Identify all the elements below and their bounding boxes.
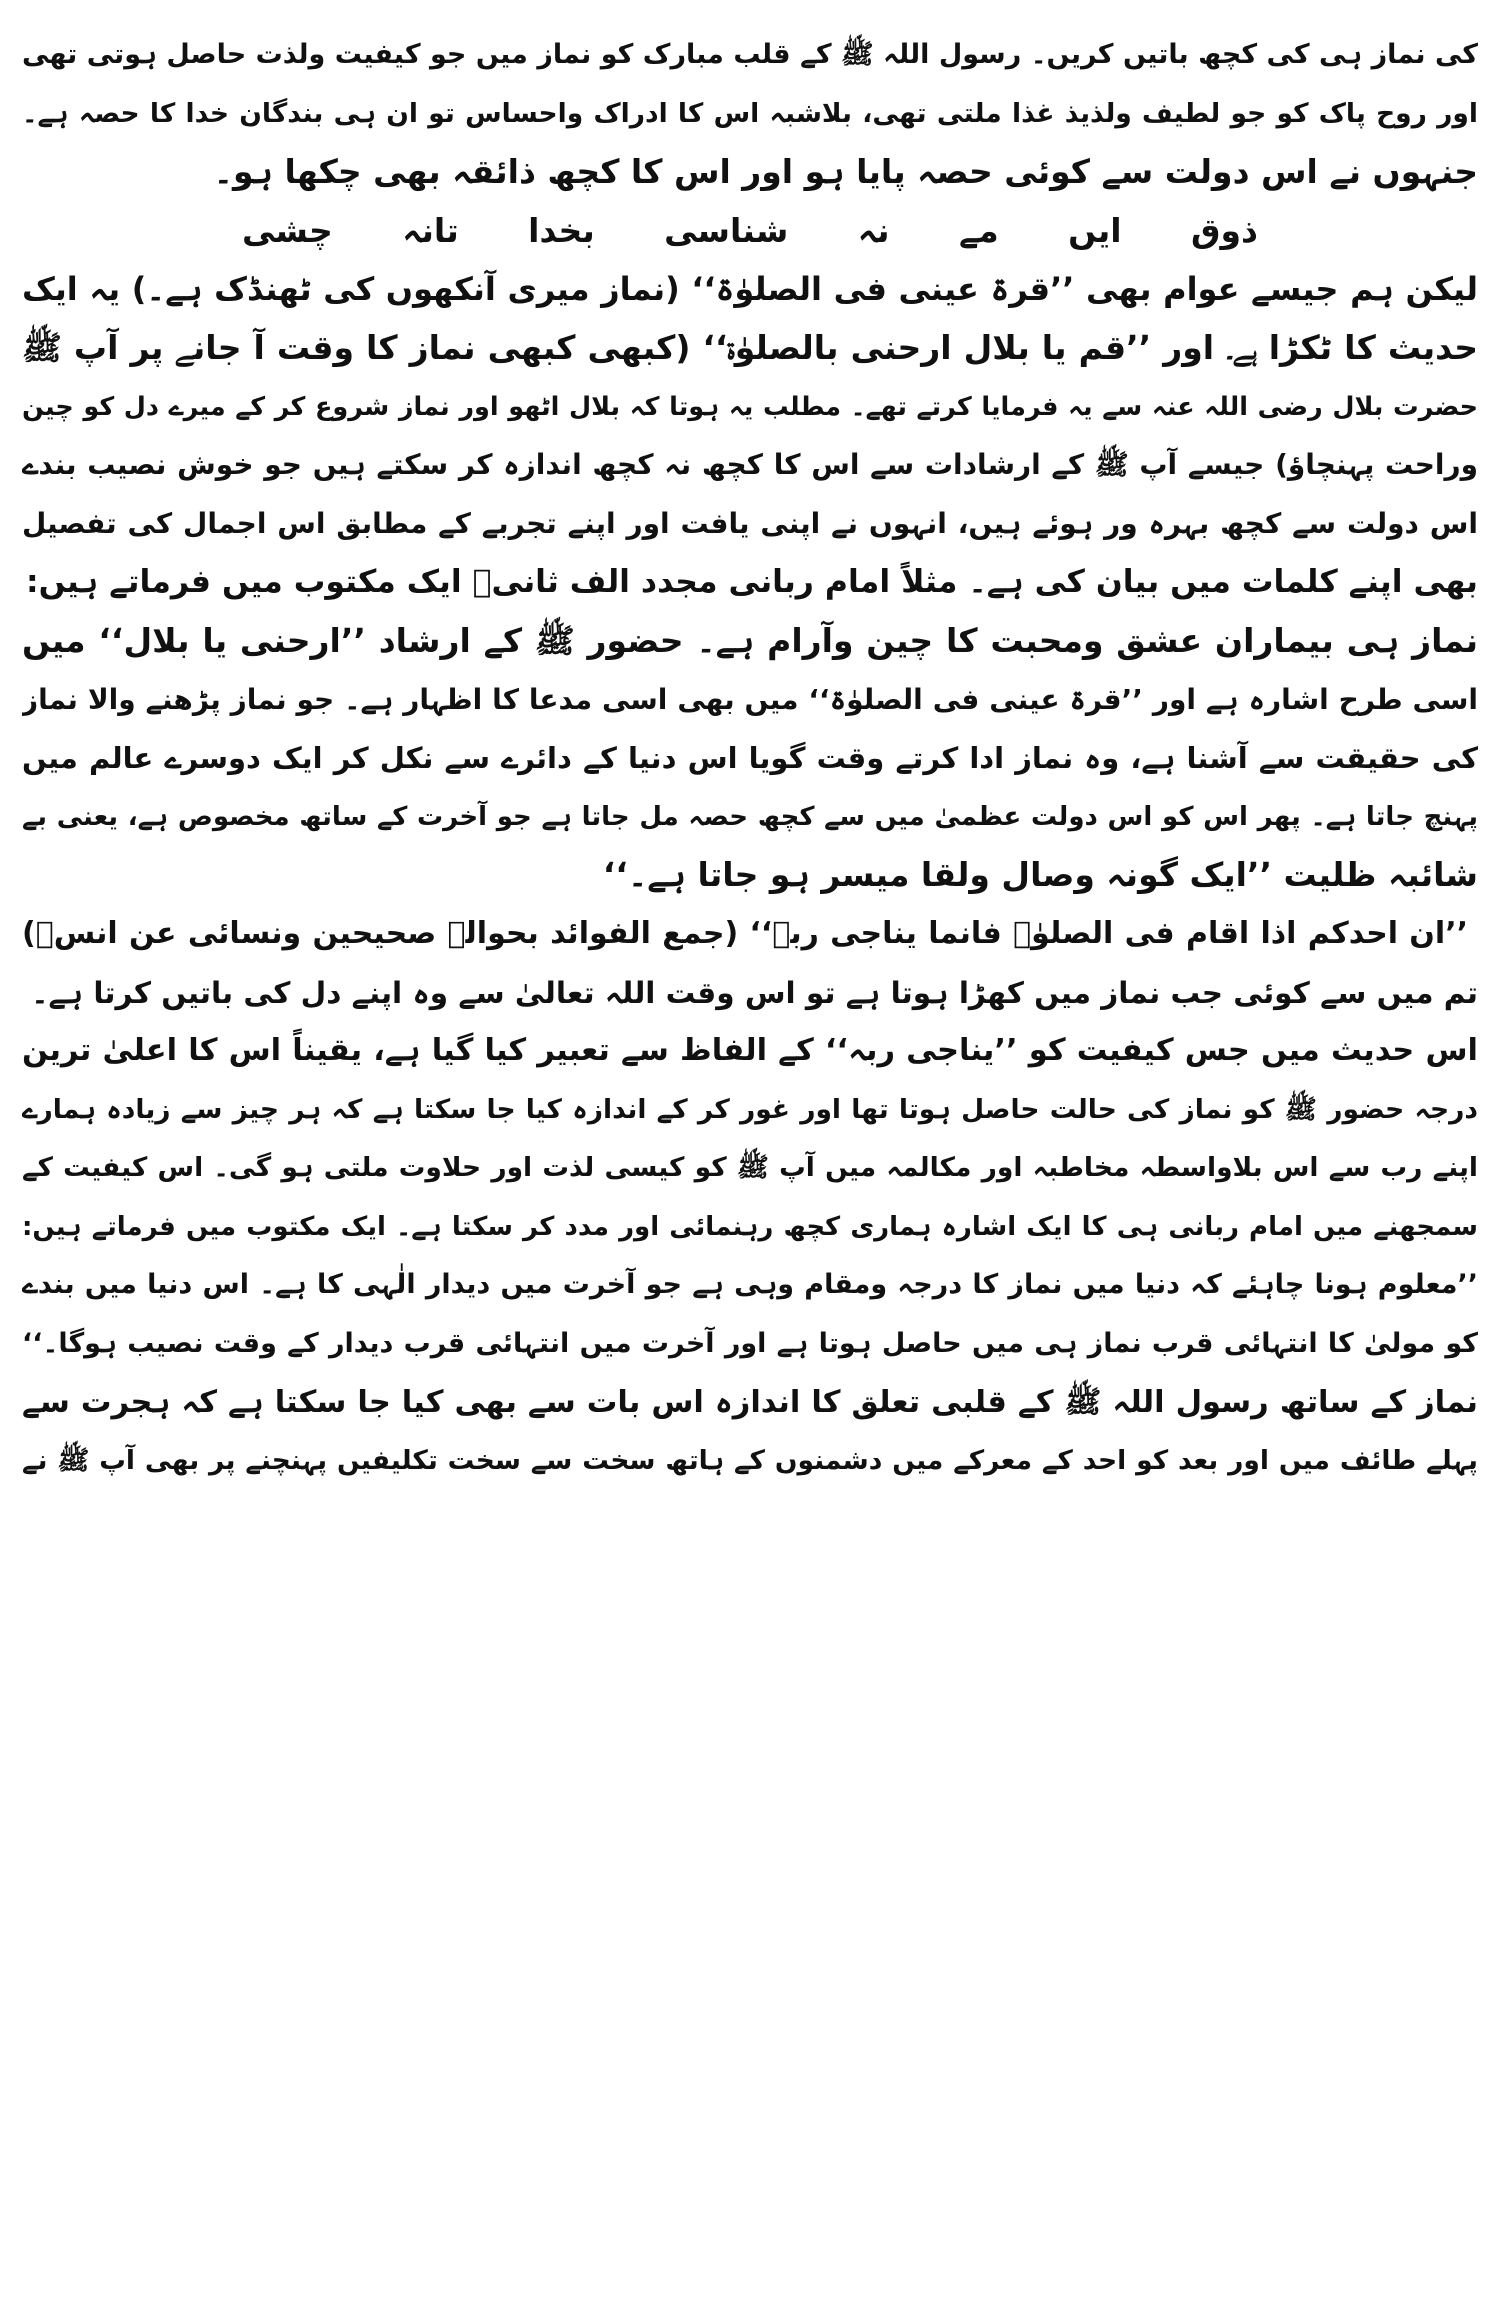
text-line: شائبہ ظلیت ’’ایک گونہ وصال ولقا میسر ہو جاتا ہے۔‘‘ [602, 855, 1478, 895]
text-line: بھی اپنے کلمات میں بیان کی ہے۔ مثلاً امام ربانی مجدد الف ثانیؒ ایک مکتوب میں فرماتے ہیں: [25, 564, 1478, 601]
text-line: حضرت بلال رضی اللہ عنہ سے یہ فرمایا کرتے تھے۔ مطلب یہ ہوتا کہ بلال اٹھو اور نماز شروع کر کے میرے دل کو چین [22, 391, 1478, 422]
text-line: لیکن ہم جیسے عوام بھی ’’قرۃ عینی فی الصلوٰۃ‘‘ (نماز میری آنکھوں کی ٹھنڈک ہے۔) یہ ایک [22, 270, 1478, 309]
text-line: سمجھنے میں امام ربانی ہی کا ایک اشارہ ہماری کچھ رہنمائی اور مدد کر سکتا ہے۔ ایک مکتوب میں فرماتے ہیں: [22, 1211, 1478, 1242]
text-line: اسی طرح اشارہ ہے اور ’’قرۃ عینی فی الصلوٰۃ‘‘ میں بھی اسی مدعا کا اظہار ہے۔ جو نماز پڑھنے والا نماز [22, 682, 1478, 716]
text-line: نماز کے ساتھ رسول اللہ ﷺ کے قلبی تعلق کا اندازہ اس بات سے بھی کیا جا سکتا ہے کہ ہجرت سے [22, 1384, 1478, 1420]
text-line: پہنچ جاتا ہے۔ پھر اس کو اس دولت عظمیٰ میں سے کچھ حصہ مل جاتا ہے جو آخرت کے ساتھ مخصوص ہے، یعنی بے [22, 801, 1478, 832]
text-line: درجہ حضور ﷺ کو نماز کی حالت حاصل ہوتا تھا اور غور کر کے اندازہ کیا جا سکتا ہے کہ ہر چیز سے زیادہ ہمارے [22, 1093, 1478, 1125]
text-line: اور روح پاک کو جو لطیف ولذیذ غذا ملتی تھی، بلاشبہ اس کا ادراک واحساس تو ان ہی بندگان خدا کا حصہ ہے۔ [22, 97, 1478, 129]
persian-verse: ذوق ایں مے نہ شناسی بخدا تانہ چشی [242, 210, 1258, 250]
text-line: کی حقیقت سے آشنا ہے، وہ نماز ادا کرتے وقت گویا اس دنیا کے دائرے سے نکل کر ایک دوسرے عالم میں [22, 741, 1478, 776]
text-line: کی نماز ہی کی کچھ باتیں کریں۔ رسول اللہ ﷺ کے قلب مبارک کو نماز میں جو کیفیت ولذت حاصل ہوتی تھی [22, 39, 1478, 70]
text-line: وراحت پہنچاؤ) جیسے آپ ﷺ کے ارشادات سے اس کا کچھ نہ کچھ اندازہ کر سکتے ہیں جو خوش نصیب بندے [22, 448, 1478, 482]
arabic-hadith-quote: ’’ان احدکم اذا اقام فی الصلوٰۃ فانما یناجی ربہ‘‘ (جمع الفوائد بحوالہ صحیحین ونسائی عن انسؓ) [22, 915, 1468, 951]
document-page [22, 26, 1478, 2276]
text-line: اس حدیث میں جس کیفیت کو ’’یناجی ربہ‘‘ کے الفاظ سے تعبیر کیا گیا ہے، یقیناً اس کا اعلیٰ ترین [22, 1033, 1478, 1069]
text-line: نماز ہی بیماران عشق ومحبت کا چین وآرام ہے۔ حضور ﷺ کے ارشاد ’’ارحنی یا بلال‘‘ میں [22, 620, 1478, 660]
text-line: تم میں سے کوئی جب نماز میں کھڑا ہوتا ہے تو اس وقت اللہ تعالیٰ سے وہ اپنے دل کی باتیں کرتا ہے۔ [31, 975, 1478, 1010]
text-line: اپنے رب سے اس بلاواسطہ مخاطبہ اور مکالمہ میں آپ ﷺ کو کیسی لذت اور حلاوت ملتی ہو گی۔ اس کیفیت کے [22, 1152, 1478, 1184]
text-line: جنہوں نے اس دولت سے کوئی حصہ پایا ہو اور اس کا کچھ ذائقہ بھی چکھا ہو۔ [213, 152, 1478, 192]
text-line: ’’معلوم ہونا چاہئے کہ دنیا میں نماز کا درجہ ومقام وہی ہے جو آخرت میں دیدار الٰہی کا ہے۔ اس دنیا میں بندے [22, 1269, 1478, 1301]
text-line: پہلے طائف میں اور بعد کو احد کے معرکے میں دشمنوں کے ہاتھ سخت سے سخت تکلیفیں پہنچنے پر بھی آپ ﷺ نے [22, 1445, 1478, 1477]
text-line: حدیث کا ٹکڑا ہے۔ اور ’’قم یا بلال ارحنی بالصلوٰۃ‘‘ (کبھی کبھی نماز کا وقت آ جانے پر آپ ﷺ [22, 327, 1478, 367]
text-line: اس دولت سے کچھ بہرہ ور ہوئے ہیں، انہوں نے اپنی یافت اور اپنے تجربے کے مطابق اس اجمال کی تفصیل [22, 506, 1478, 540]
text-line: کو مولیٰ کا انتہائی قرب نماز ہی میں حاصل ہوتا ہے اور آخرت میں انتہائی قرب دیدار کے وقت نصیب ہوگا۔‘‘ [22, 1328, 1478, 1360]
